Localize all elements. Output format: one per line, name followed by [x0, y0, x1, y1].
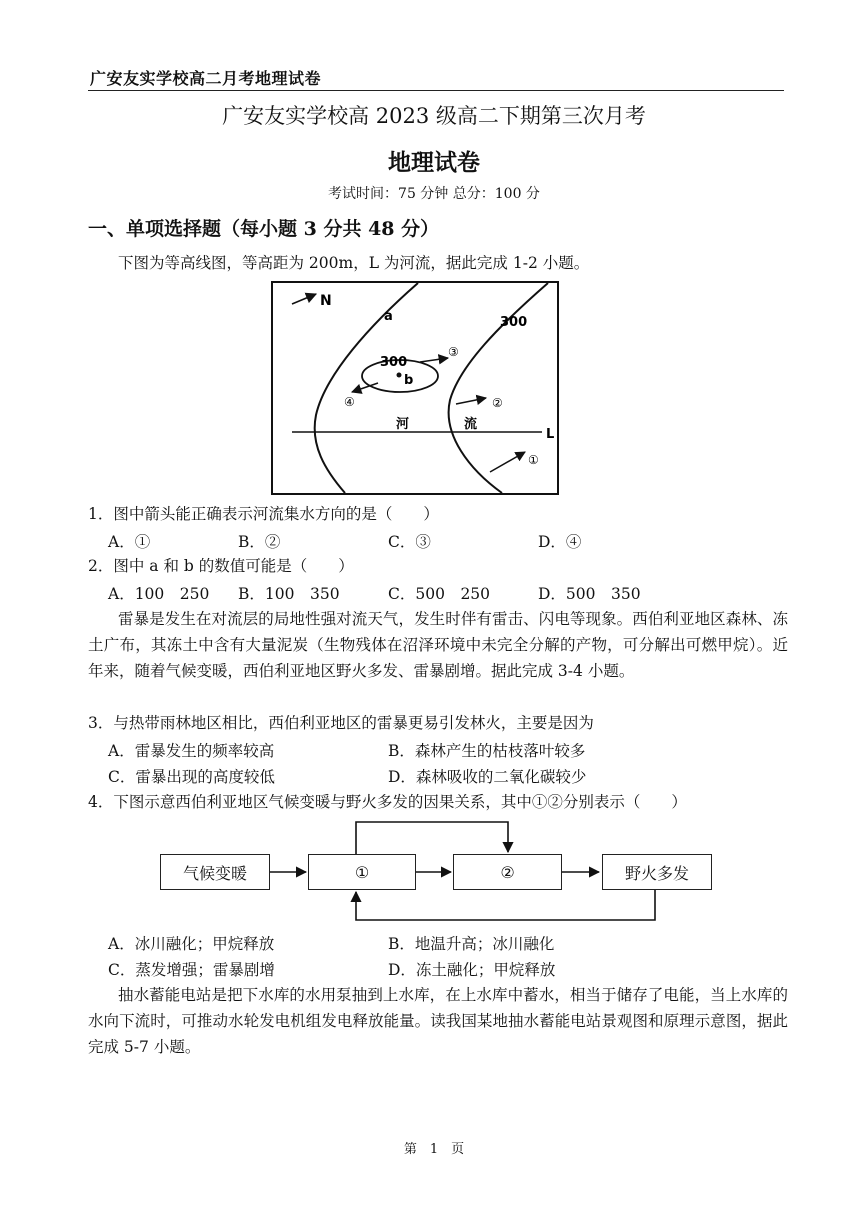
arrow-2-label: ②: [492, 396, 503, 410]
intro-text: 下图为等高线图，等高距为 200m，L 为河流，据此完成 1-2 小题。: [118, 254, 590, 272]
section-heading: 一、单项选择题（每小题 3 分共 48 分）: [88, 218, 440, 240]
river-label-L: L: [546, 427, 555, 442]
q2-stem: 2．图中 a 和 b 的数值可能是（ ）: [88, 557, 354, 575]
exam-meta: 考试时间：75 分钟 总分：100 分: [328, 186, 540, 202]
q3-option-b: B．森林产生的枯枝落叶较多: [388, 742, 586, 760]
arrow-1: [490, 452, 525, 472]
arrow-3: [420, 358, 448, 362]
contour-line-a: [315, 283, 418, 493]
label-300-center: 300: [380, 355, 408, 370]
contour-map: [270, 280, 560, 496]
arrow-1-label: ①: [528, 453, 539, 467]
q4-option-d: D．冻土融化；甲烷释放: [388, 961, 556, 979]
q2-option-c: C．500 250: [388, 585, 491, 603]
q3-stem: 3．与热带雨林地区相比，西伯利亚地区的雷暴更易引发林火，主要是因为: [88, 714, 594, 732]
q1-option-d: D．④: [538, 533, 582, 551]
q4-stem: 4．下图示意西伯利亚地区气候变暖与野火多发的因果关系，其中①②分别表示（ ）: [88, 793, 687, 811]
exam-title: 广安友实学校高 2023 级高二下期第三次月考: [222, 104, 646, 128]
river-label-1: 河: [396, 417, 410, 432]
north-label: N: [320, 293, 332, 309]
q3-option-a: A．雷暴发生的频率较高: [108, 742, 275, 760]
river-label-2: 流: [464, 417, 478, 432]
arrow-2: [456, 398, 486, 404]
passage-pumped-storage: 抽水蓄能电站是把下水库的水用泵抽到上水库，在上水库中蓄水，相当于储存了电能，当上水库的水向下流时，可推动水轮发电机组发电释放能量。读我国某地抽水蓄能电站景观图和原理示意图，据此完成 5-7 小题。: [88, 986, 788, 1057]
label-300-right: 300: [500, 315, 528, 330]
q2-option-a: A．100 250: [108, 585, 210, 603]
flowchart-box-wildfire: 野火多发: [602, 854, 712, 890]
exam-subtitle: 地理试卷: [388, 149, 480, 176]
label-a: a: [384, 309, 393, 324]
q4-option-b: B．地温升高；冰川融化: [388, 935, 555, 953]
passage-thunderstorm: 雷暴是发生在对流层的局地性强对流天气，发生时伴有雷击、闪电等现象。西伯利亚地区森林、冻土广布，其冻土中含有大量泥炭（生物残体在沼泽环境中未完全分解的产物，可分解出可燃甲烷）。近年来，随着气候变暖，西伯利亚地区野火多发、雷暴剧增。据此完成 3-4 小题。: [88, 610, 788, 681]
page-number: 第 1 页: [403, 1142, 465, 1157]
flowchart-box-climate-warming: 气候变暖: [160, 854, 270, 890]
q3-option-d: D．森林吸收的二氧化碳较少: [388, 768, 587, 786]
q4-option-a: A．冰川融化；甲烷释放: [108, 935, 275, 953]
q2-option-d: D．500 350: [538, 585, 641, 603]
point-b: [397, 373, 402, 378]
label-b: b: [404, 373, 414, 388]
q1-option-b: B．②: [238, 533, 281, 551]
flowchart-box-2: ②: [453, 854, 562, 890]
arrow-4-label: ④: [344, 395, 355, 409]
q2-option-b: B．100 350: [238, 585, 340, 603]
north-arrow: [292, 294, 316, 304]
q1-option-c: C．③: [388, 533, 431, 551]
header-rule: [88, 90, 784, 91]
flowchart-box-1: ①: [308, 854, 416, 890]
arrow-3-label: ③: [448, 345, 459, 359]
page-header: 广安友实学校高二月考地理试卷: [90, 69, 322, 88]
q3-option-c: C．雷暴出现的高度较低: [108, 768, 275, 786]
q1-option-a: A．①: [108, 533, 151, 551]
q1-stem: 1．图中箭头能正确表示河流集水方向的是（ ）: [88, 505, 439, 523]
q4-option-c: C．蒸发增强；雷暴剧增: [108, 961, 275, 979]
